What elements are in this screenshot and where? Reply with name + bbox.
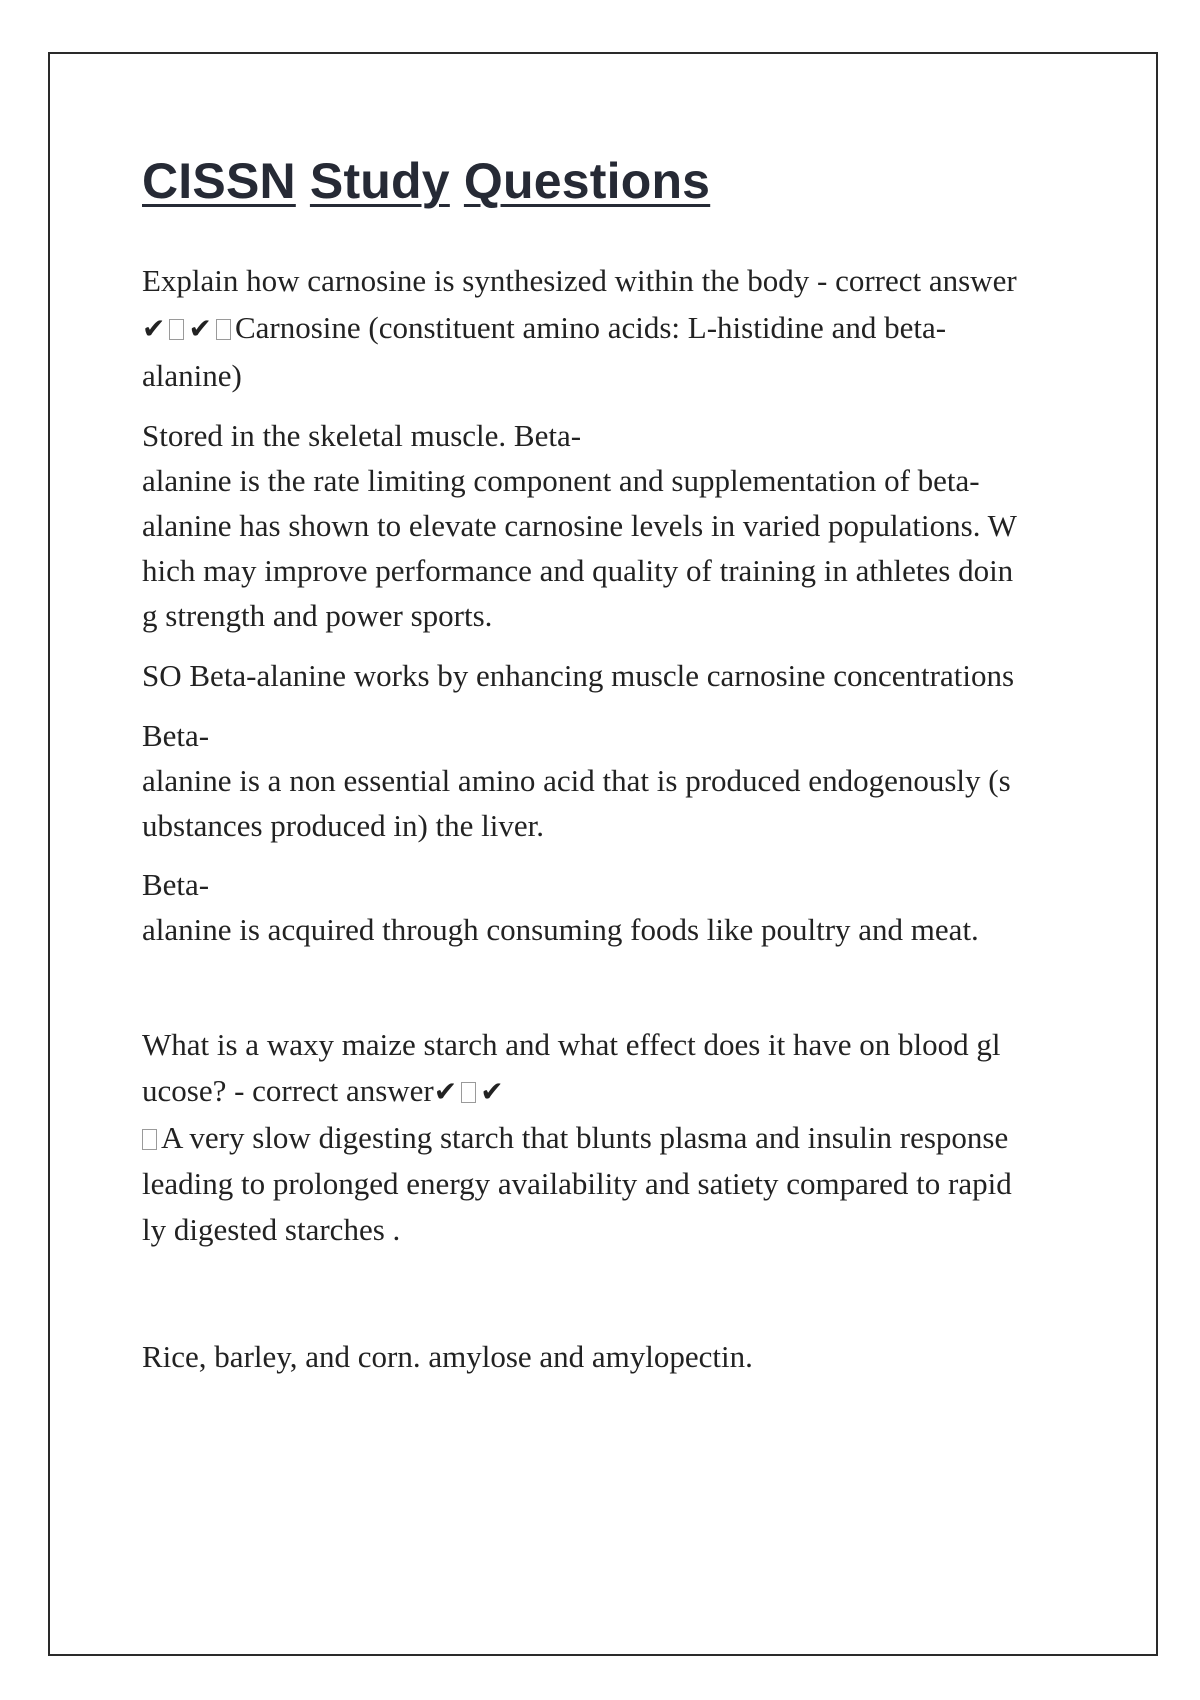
text-line: Stored in the skeletal muscle. Beta- [142, 417, 582, 453]
missing-glyph-icon [169, 319, 184, 340]
checkmark-icon: ✔ [480, 1074, 504, 1108]
missing-glyph-icon [216, 319, 231, 340]
question-carnosine [142, 257, 1072, 399]
answer-line: ly digested starches . [142, 1211, 401, 1247]
text-line: Beta- [142, 717, 210, 753]
paragraph-endogenous [142, 713, 1072, 848]
document-content [142, 150, 1072, 1398]
text-line: g strength and power sports. [142, 597, 493, 633]
text-line: alanine is acquired through consuming foods like poultry and meat. [142, 911, 979, 947]
question-line: Explain how carnosine is synthesized within the body - correct answer [142, 262, 1017, 298]
answer-line: leading to prolonged energy availability and satiety compared to rapid [142, 1165, 1012, 1201]
text-line: alanine is the rate limiting component and supplementation of beta- [142, 462, 980, 498]
answer-text: Carnosine (constituent amino acids: L-histidine and beta- [234, 309, 947, 345]
page-title [142, 150, 1072, 213]
text-line: alanine has shown to elevate carnosine levels in varied populations. W [142, 507, 1017, 543]
text-line: hich may improve performance and quality of training in athletes doin [142, 552, 1014, 588]
paragraph-storage [142, 413, 1072, 638]
question-waxy-maize [142, 1022, 1072, 1253]
missing-glyph-icon [461, 1082, 476, 1103]
answer-line [142, 1115, 1072, 1161]
title-word: Study [309, 153, 450, 209]
text-line: Beta- [142, 866, 210, 902]
text-line: Rice, barley, and corn. amylose and amylopectin. [142, 1338, 753, 1374]
text-line: alanine is a non essential amino acid that is produced endogenously (s [142, 762, 1011, 798]
paragraph-dietary [142, 862, 1072, 952]
text-line: ubstances produced in) the liver. [142, 807, 545, 843]
question-line: What is a waxy maize starch and what effect does it have on blood gl [142, 1026, 1001, 1062]
text-line: SO Beta-alanine works by enhancing muscle carnosine concentrations [142, 657, 1015, 693]
question-line [142, 1068, 1072, 1115]
answer-line [142, 304, 1072, 352]
title-word: CISSN [142, 153, 296, 209]
answer-line: alanine) [142, 357, 242, 393]
checkmark-icon: ✔ [433, 1074, 458, 1108]
question-text: ucose? - correct answer [142, 1072, 434, 1108]
title-word: Questions [463, 153, 711, 209]
paragraph-sources [142, 1333, 1072, 1380]
answer-text: A very slow digesting starch that blunts plasma and insulin response [161, 1119, 1009, 1155]
checkmark-icon: ✔ [142, 311, 166, 345]
paragraph-summary [142, 652, 1072, 699]
checkmark-icon: ✔ [188, 311, 212, 345]
missing-glyph-icon [142, 1129, 157, 1150]
